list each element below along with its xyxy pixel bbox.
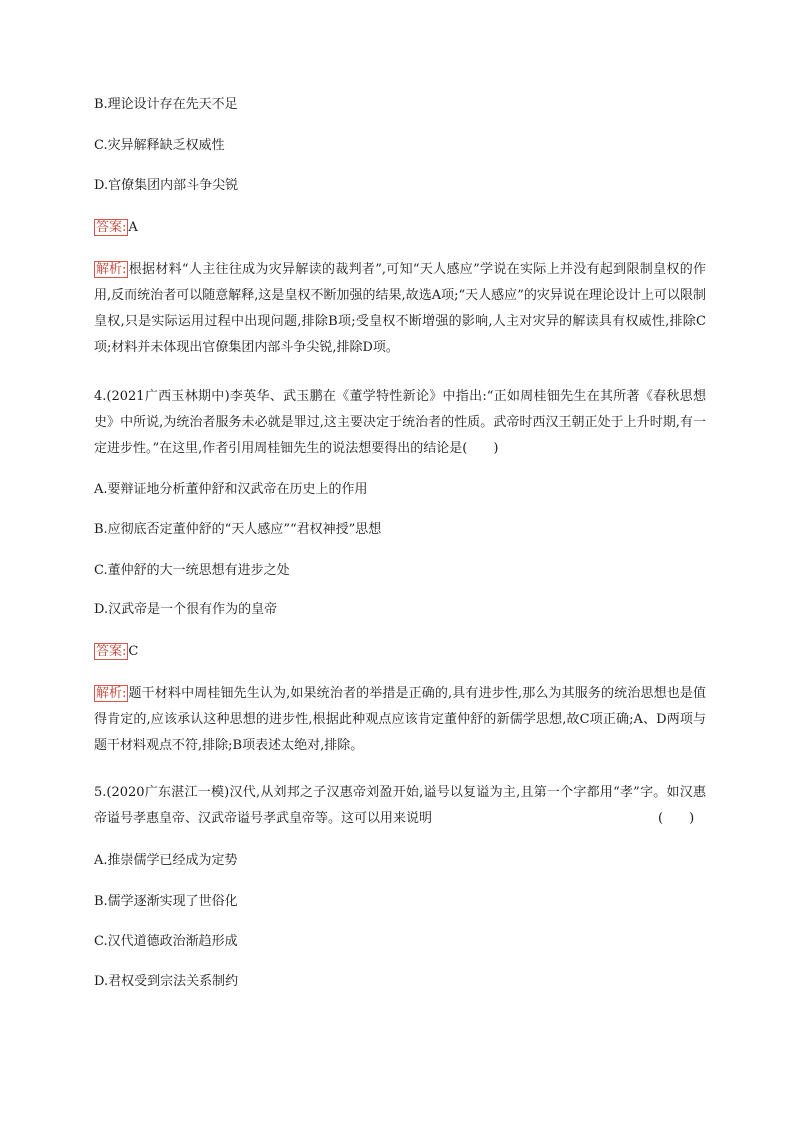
q5-stem: 5.(2020广东湛江一模)汉代,从刘邦之子汉惠帝刘盈开始,谥号以复谥为主,且第一个字都用“孝”字。如汉惠帝谥号孝惠皇帝、汉武帝谥号孝武皇帝等。这可以用来说明 (94, 785, 706, 826)
analysis-text: 根据材料“人主往往成为灾异解读的裁判者”,可知“天人感应”学说在实际上并没有起到限制皇权的作用,反而统治者可以随意解释,这是皇权不断加强的结果,故选A项;“天人感应”的灾异说在理论设计上可以限制皇权,只是实际运用过程中出现问题,排除B项;受皇权不断增强的影响,人主对灾异的解读具有权威性,排除C项;材料并未体现出官僚集团内部斗争尖锐,排除D项。 (94, 262, 706, 355)
q5-option-b: B.儒学逐渐实现了世俗化 (94, 894, 238, 909)
q5-option-c: C.汉代道德政治渐趋形成 (94, 934, 238, 949)
answer-value: C (128, 644, 139, 659)
q4-answer (94, 643, 138, 661)
q4-analysis (94, 681, 706, 759)
analysis-label: 解析: (96, 686, 127, 701)
analysis-label: 解析: (96, 262, 127, 277)
q5-option-a: A.推崇儒学已经成为定势 (94, 853, 238, 868)
q3-option-c: C.灾异解释缺乏权威性 (94, 138, 225, 153)
answer-value: A (128, 220, 138, 235)
q3-answer (94, 219, 138, 237)
q5-option-d: D.君权受到宗法关系制约 (94, 974, 239, 989)
q4-option-b: B.应彻底否定董仲舒的“天人感应”“君权神授”思想 (94, 522, 382, 537)
answer-label: 答案: (96, 220, 127, 235)
q4-option-a: A.要辩证地分析董仲舒和汉武帝在历史上的作用 (94, 482, 368, 497)
answer-label: 答案: (96, 644, 127, 659)
q4-stem: 4.(2021广西玉林期中)李英华、武玉鹏在《董学特性新论》中指出:“正如周桂钿先生在其所著《春秋思想史》中所说,为统治者服务未必就是罪过,这主要决定于统治者的性质。武帝时西汉王朝正处于上升时期,有一定进步性。”在这里,作者引用周桂钿先生的说法想要得出的结论是( ) (94, 389, 706, 456)
analysis-text: 题干材料中周桂钿先生认为,如果统治者的举措是正确的,具有进步性,那么为其服务的统治思想也是值得肯定的,应该承认这种思想的进步性,根据此种观点应该肯定董仲舒的新儒学思想,故C项正确;A、D两项与题干材料观点不符,排除;B项表述太绝对,排除。 (94, 686, 706, 753)
q3-option-b: B.理论设计存在先天不足 (94, 97, 238, 112)
q3-option-d: D.官僚集团内部斗争尖锐 (94, 178, 239, 193)
q4-option-d: D.汉武帝是一个很有作为的皇帝 (94, 602, 278, 617)
q4-option-c: C.董仲舒的大一统思想有进步之处 (94, 563, 290, 578)
q5-answer-blank: ( ) (658, 811, 695, 826)
q3-analysis (94, 257, 706, 361)
